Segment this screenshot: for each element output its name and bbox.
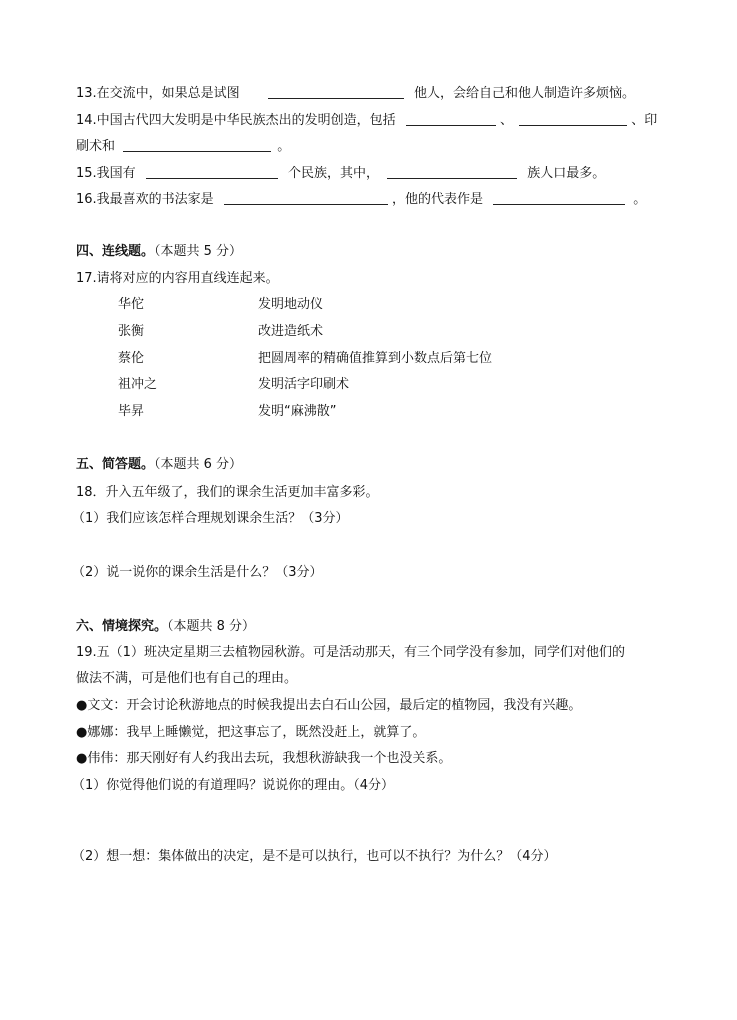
question-15 bbox=[76, 166, 605, 180]
question-16 bbox=[76, 192, 646, 206]
match-person[interactable]: 张衡 bbox=[118, 324, 145, 339]
match-person[interactable]: 毕昇 bbox=[118, 404, 145, 419]
question-18-sub-2: （2）说一说你的课余生活是什么？（3分） bbox=[72, 565, 323, 580]
match-person[interactable]: 蔡伦 bbox=[118, 351, 145, 366]
match-achievement[interactable]: 发明活字印刷术 bbox=[258, 377, 350, 392]
section-4-note: （本题共 5 分） bbox=[154, 244, 243, 259]
section-5-title: 五、简答题。 bbox=[76, 457, 155, 472]
q14-sep-2: 、印 bbox=[631, 113, 658, 128]
section-6-heading bbox=[76, 620, 255, 633]
section-5-note: （本题共 6 分） bbox=[154, 457, 243, 472]
section-6-title: 六、情境探究。 bbox=[76, 619, 168, 634]
q15-answer-blank-2[interactable] bbox=[387, 166, 517, 179]
question-13 bbox=[76, 86, 635, 100]
q16-prefix: 16.我最喜欢的书法家是 bbox=[76, 192, 214, 207]
q15-suffix: 族人口最多。 bbox=[527, 166, 606, 181]
section-5-heading bbox=[76, 458, 242, 471]
q15-mid: 个民族，其中， bbox=[287, 166, 379, 181]
match-achievement[interactable]: 把圆周率的精确值推算到小数点后第七位 bbox=[258, 351, 493, 366]
q14-prefix: 14.中国古代四大发明是中华民族杰出的发明创造，包括 bbox=[76, 113, 396, 128]
match-achievement[interactable]: 发明“麻沸散” bbox=[258, 404, 337, 419]
question-17-prompt: 17.请将对应的内容用直线连起来。 bbox=[76, 271, 279, 286]
question-18-sub-1: （1）我们应该怎样合理规划课余生活？（3分） bbox=[72, 511, 349, 526]
q16-mid: ，他的代表作是 bbox=[391, 192, 483, 207]
question-19-reason-1: ●文文：开会讨论秋游地点的时候我提出去白石山公园，最后定的植物园，我没有兴趣。 bbox=[76, 698, 582, 713]
q16-answer-blank-2[interactable] bbox=[493, 192, 625, 205]
question-18-prompt: 18．升入五年级了，我们的课余生活更加丰富多彩。 bbox=[76, 485, 379, 500]
question-19-reason-3: ●伟伟：那天刚好有人约我出去玩，我想秋游缺我一个也没关系。 bbox=[76, 751, 452, 766]
q14-answer-blank-3[interactable] bbox=[123, 139, 271, 152]
match-person[interactable]: 华佗 bbox=[118, 297, 145, 312]
question-19-prompt-line2: 做法不满，可是他们也有自己的理由。 bbox=[76, 671, 298, 686]
q16-suffix: 。 bbox=[633, 192, 647, 207]
question-19-reason-2: ●娜娜：我早上睡懒觉，把这事忘了，既然没赶上，就算了。 bbox=[76, 725, 426, 740]
q13-answer-blank[interactable] bbox=[268, 86, 404, 99]
q14-answer-blank-2[interactable] bbox=[519, 113, 627, 126]
question-19-sub-2: （2）想一想：集体做出的决定，是不是可以执行，也可以不执行？为什么？（4分） bbox=[72, 849, 557, 864]
question-19-prompt-line1: 19.五（1）班决定星期三去植物园秋游。可是活动那天，有三个同学没有参加，同学们对他们的 bbox=[76, 645, 625, 660]
q14-answer-blank-1[interactable] bbox=[406, 113, 496, 126]
question-14 bbox=[76, 113, 657, 127]
match-achievement[interactable]: 改进造纸术 bbox=[258, 324, 324, 339]
q13-prefix: 13.在交流中，如果总是试图 bbox=[76, 86, 240, 101]
section-4-heading bbox=[76, 245, 242, 258]
section-6-note: （本题共 8 分） bbox=[167, 619, 256, 634]
q14-line2-suffix: 。 bbox=[277, 139, 291, 154]
match-person[interactable]: 祖冲之 bbox=[118, 377, 158, 392]
match-achievement[interactable]: 发明地动仪 bbox=[258, 297, 324, 312]
question-19-sub-1: （1）你觉得他们说的有道理吗？说说你的理由。（4分） bbox=[72, 778, 395, 793]
q15-answer-blank-1[interactable] bbox=[146, 166, 278, 179]
q14-sep-1: 、 bbox=[499, 113, 513, 128]
q15-prefix: 15.我国有 bbox=[76, 166, 136, 181]
q13-suffix: 他人，会给自己和他人制造许多烦恼。 bbox=[413, 86, 635, 101]
q16-answer-blank-1[interactable] bbox=[224, 192, 388, 205]
question-14-line2 bbox=[76, 139, 290, 153]
q14-line2-prefix: 刷术和 bbox=[76, 139, 116, 154]
section-4-title: 四、连线题。 bbox=[76, 244, 155, 259]
